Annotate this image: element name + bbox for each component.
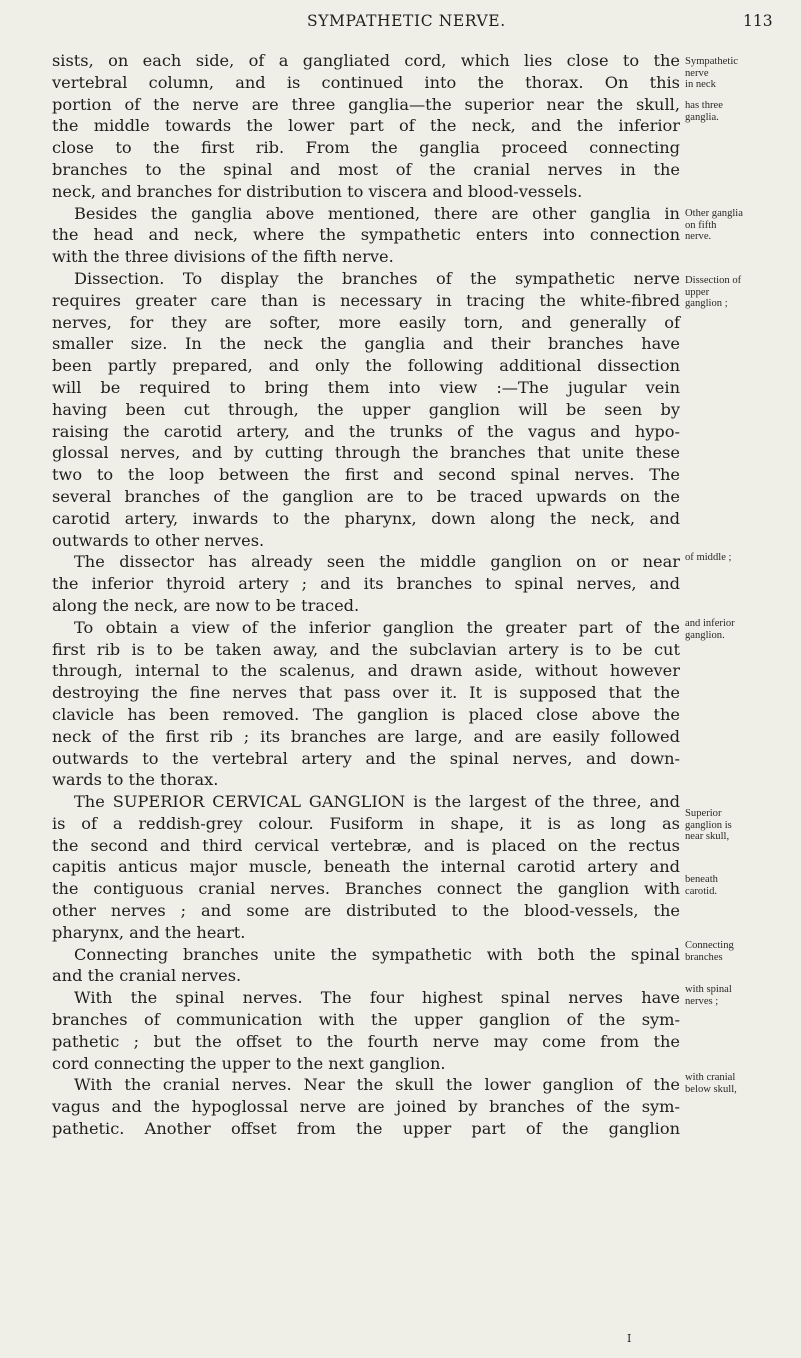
text-line: been partly prepared, and only the following additional dissection	[52, 356, 680, 376]
text-line: branches of communication with the upper ganglion of the sym-	[52, 1010, 680, 1030]
text-line: the middle towards the lower part of the neck, and the inferior	[52, 116, 680, 136]
text-line: two to the loop between the first and second spinal nerves. The	[52, 465, 680, 485]
text-line: To obtain a view of the inferior ganglion the greater part of the	[74, 617, 680, 637]
signature-mark: I	[627, 1332, 632, 1345]
text-line: neck of the first rib ; its branches are large, and are easily followed	[52, 726, 680, 746]
text-line: branches to the spinal and most of the cranial nerves in the	[52, 159, 680, 179]
text-line: other nerves ; and some are distributed to the blood-vessels, the	[52, 901, 680, 921]
margin-note: with spinal nerves ;	[685, 984, 732, 1007]
margin-note: and inferior ganglion.	[685, 618, 735, 641]
text-line: the head and neck, where the sympathetic enters into connection	[52, 225, 680, 245]
text-line: pathetic ; but the offset to the fourth nerve may come from the	[52, 1031, 680, 1051]
text-line: will be required to bring them into view :—The jugular vein	[52, 377, 680, 397]
margin-note: Superior ganglion is near skull,	[685, 808, 732, 842]
text-line: pathetic. Another offset from the upper part of the ganglion	[52, 1119, 680, 1139]
body-text	[52, 50, 680, 1140]
text-line: sists, on each side, of a gangliated cord, which lies close to the	[52, 51, 680, 70]
text-line: first rib is to be taken away, and the subclavian artery is to be cut	[52, 639, 680, 659]
text-line: neck, and branches for distribution to viscera and blood-vessels.	[52, 181, 583, 201]
margin-note: beneath carotid.	[685, 874, 718, 897]
text-line: nerves, for they are softer, more easily torn, and generally of	[52, 312, 680, 332]
text-line: requires greater care than is necessary in tracing the white-fibred	[52, 290, 680, 310]
margin-note: has three ganglia.	[685, 100, 723, 123]
text-line: With the spinal nerves. The four highest spinal nerves have	[74, 988, 680, 1008]
margin-note: of middle ;	[685, 552, 732, 563]
text-line: capitis anticus major muscle, beneath the internal carotid artery and	[52, 857, 680, 877]
text-line: wards to the thorax.	[52, 770, 219, 790]
text-line: cord connecting the upper to the next ganglion.	[52, 1053, 446, 1073]
text-line: vagus and the hypoglossal nerve are joined by branches of the sym-	[52, 1097, 680, 1117]
text-line: pharynx, and the heart.	[52, 922, 246, 942]
text-line: Connecting branches unite the sympathetic with both the spinal	[74, 944, 680, 964]
text-line: glossal nerves, and by cutting through the branches that unite these	[52, 443, 680, 463]
page-number: 113	[743, 12, 773, 30]
text-line: having been cut through, the upper ganglion will be seen by	[52, 399, 680, 419]
text-line: the inferior thyroid artery ; and its branches to spinal nerves, and	[52, 574, 680, 594]
text-line: the contiguous cranial nerves. Branches connect the ganglion with	[52, 879, 680, 899]
text-line: clavicle has been removed. The ganglion is placed close above the	[52, 704, 680, 724]
running-title: SYMPATHETIC NERVE.	[307, 12, 506, 30]
text-line: destroying the fine nerves that pass over it. It is supposed that the	[52, 683, 680, 703]
text-line: The SUPERIOR CERVICAL GANGLION is the largest of the three, and	[74, 792, 680, 812]
margin-note: Other ganglia on fifth nerve.	[685, 208, 743, 242]
text-line: close to the first rib. From the ganglia proceed connecting	[52, 138, 680, 158]
text-line: Dissection. To display the branches of the sympathetic nerve	[74, 268, 680, 288]
text-line: with the three divisions of the fifth nerve.	[52, 247, 394, 267]
margin-note: Connecting branches	[685, 940, 734, 963]
text-line: is of a reddish-grey colour. Fusiform in shape, it is as long as	[52, 813, 680, 833]
text-line: outwards to the vertebral artery and the spinal nerves, and down-	[52, 748, 680, 768]
text-line: The dissector has already seen the middle ganglion on or near	[74, 552, 680, 572]
page-header	[0, 0, 801, 40]
text-line: vertebral column, and is continued into the thorax. On this	[52, 72, 680, 92]
text-line: the second and third cervical vertebræ, and is placed on the rectus	[52, 835, 680, 855]
text-line: portion of the nerve are three ganglia—the superior near the skull,	[52, 94, 680, 114]
text-line: Besides the ganglia above mentioned, there are other ganglia in	[74, 203, 680, 223]
text-line: several branches of the ganglion are to be traced upwards on the	[52, 486, 680, 506]
text-line: and the cranial nerves.	[52, 966, 242, 986]
text-line: With the cranial nerves. Near the skull the lower ganglion of the	[74, 1075, 680, 1095]
margin-note: Dissection of upper ganglion ;	[685, 275, 742, 309]
text-line: outwards to other nerves.	[52, 530, 265, 550]
text-line: carotid artery, inwards to the pharynx, down along the neck, and	[52, 508, 680, 528]
margin-note: with cranial below skull,	[685, 1072, 737, 1095]
text-line: along the neck, are now to be traced.	[52, 595, 360, 615]
text-line: smaller size. In the neck the ganglia and their branches have	[52, 334, 680, 354]
text-line: raising the carotid artery, and the trunks of the vagus and hypo-	[52, 421, 680, 441]
text-line: through, internal to the scalenus, and drawn aside, without however	[52, 661, 680, 681]
margin-note: Sympathetic nerve in neck	[685, 56, 738, 90]
